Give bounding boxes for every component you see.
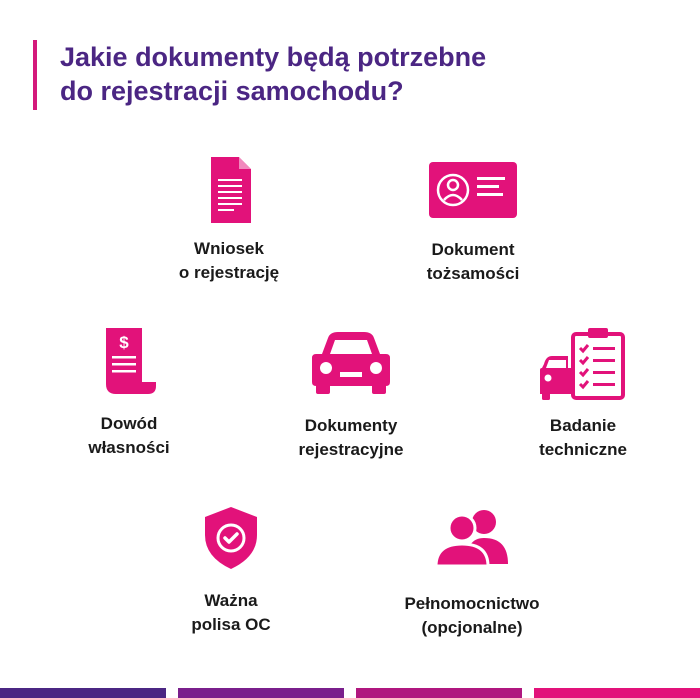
footer-segment — [534, 688, 700, 698]
item-technical-inspection — [483, 326, 683, 462]
document-icon — [199, 155, 259, 225]
car-icon — [308, 330, 394, 394]
footer-color-bar — [0, 688, 700, 698]
item-label: Badanie techniczne — [539, 416, 627, 459]
item-label: Pełnomocnictwo (opcjonalne) — [404, 594, 540, 637]
item-proof-of-ownership — [29, 326, 229, 460]
item-identity-document — [373, 160, 573, 286]
id-card-icon — [427, 160, 519, 222]
page-title — [60, 40, 660, 108]
footer-segment — [356, 688, 522, 698]
footer-segment — [178, 688, 344, 698]
title-accent-bar — [33, 40, 37, 110]
item-label: Dowód własności — [88, 414, 170, 457]
shield-check-icon — [201, 505, 261, 571]
invoice-icon — [94, 326, 164, 396]
item-registration-documents — [251, 330, 451, 462]
people-icon — [432, 508, 512, 568]
item-label: Dokumenty rejestracyjne — [298, 416, 404, 459]
item-power-of-attorney — [372, 508, 572, 640]
footer-segment — [0, 688, 166, 698]
car-checklist-icon — [538, 326, 628, 402]
svg-text:$: $ — [119, 333, 129, 352]
item-label: Dokument tożsamości — [426, 240, 520, 283]
item-application — [129, 155, 329, 285]
title-line-2: do rejestracji samochodu? — [60, 76, 404, 106]
item-label: Wniosek o rejestrację — [178, 239, 280, 282]
item-label: Ważna polisa OC — [191, 591, 271, 634]
title-line-1: Jakie dokumenty będą potrzebne — [60, 42, 487, 72]
item-insurance-policy — [131, 505, 331, 637]
